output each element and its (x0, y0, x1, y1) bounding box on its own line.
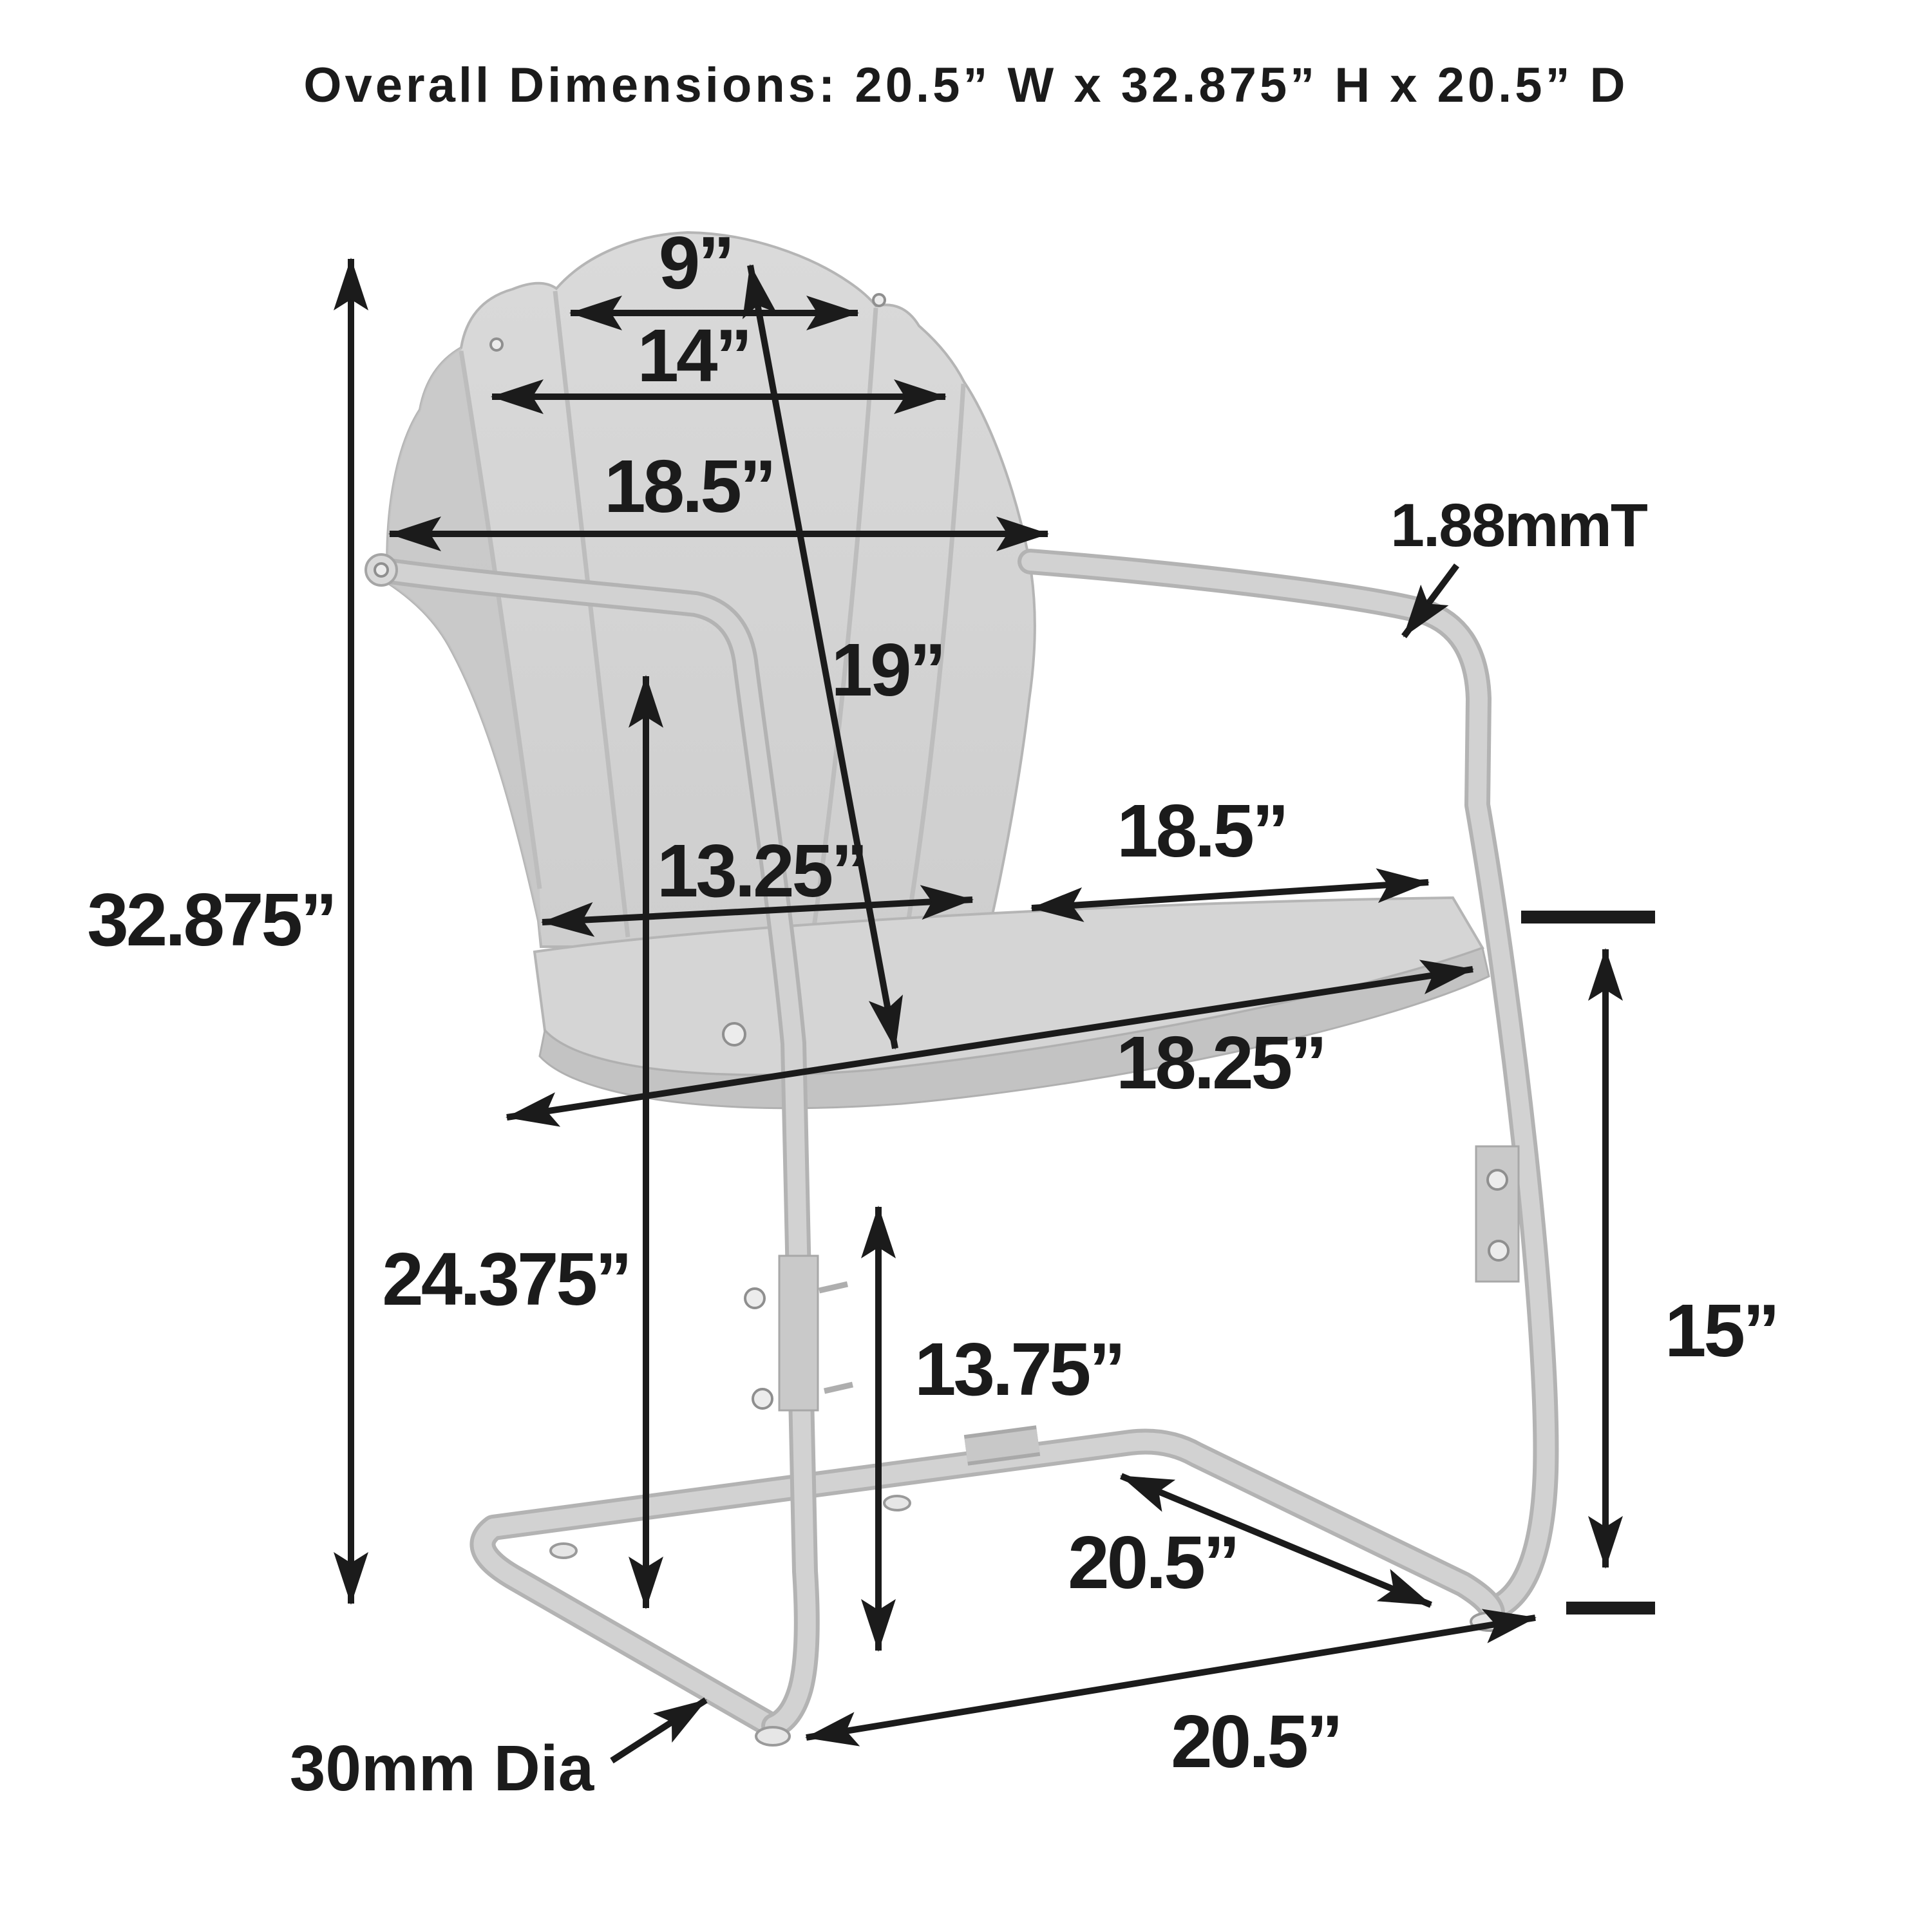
dim-seat-width (1032, 789, 1428, 908)
base-height-label: 15” (1665, 1289, 1778, 1372)
dim-base-height (1521, 917, 1777, 1608)
dim-overall-height (87, 259, 351, 1604)
arm-end-cap-bolt (375, 564, 388, 576)
backrest-screw-left (491, 339, 502, 350)
tube-thickness-label: 1.88mmT (1390, 491, 1647, 560)
tube-diameter-pointer (612, 1700, 706, 1761)
page-title: Overall Dimensions: 20.5” W x 32.875” H x 20.5” D (303, 58, 1629, 113)
right-bracket-bolt-2 (1489, 1241, 1508, 1260)
right-bracket-bolt-1 (1488, 1170, 1507, 1189)
seat-width-label: 18.5” (1117, 789, 1287, 873)
seat-side-bolt (723, 1023, 745, 1045)
seat-back-height-label: 24.375” (382, 1237, 630, 1321)
dim-tube-diameter (290, 1700, 706, 1804)
left-bracket-bolt-2 (753, 1389, 772, 1408)
left-bracket-bolt-1 (745, 1289, 764, 1308)
back-top-width-label: 9” (658, 221, 733, 305)
left-bracket-screw-1 (819, 1284, 848, 1291)
backrest-screw-right (873, 294, 885, 306)
left-bracket (779, 1256, 818, 1410)
seat-depth-label: 18.25” (1115, 1021, 1325, 1104)
base-rail-tube (482, 1442, 1492, 1727)
left-bracket-screw-2 (824, 1385, 853, 1391)
rear-rail-glide-2 (884, 1496, 910, 1510)
base-width-label: 20.5” (1171, 1700, 1341, 1783)
chair-illustration (366, 232, 1546, 1745)
front-foot-glide (756, 1727, 790, 1745)
back-mid-width-label: 14” (637, 314, 750, 397)
rear-rail-glide-1 (551, 1544, 576, 1558)
overall-height-label: 32.875” (87, 878, 335, 961)
seat-back-width-label: 13.25” (656, 829, 866, 913)
base-side-depth-label: 20.5” (1068, 1520, 1238, 1604)
tube-diameter-label: 30mm Dia (289, 1732, 594, 1804)
back-diag-height-label: 19” (831, 628, 944, 712)
under-seat-clearance-label: 13.75” (914, 1327, 1124, 1411)
back-width-label: 18.5” (604, 444, 774, 528)
base-rail-sleeve-joint (966, 1441, 1038, 1450)
dim-base-width (806, 1618, 1535, 1783)
